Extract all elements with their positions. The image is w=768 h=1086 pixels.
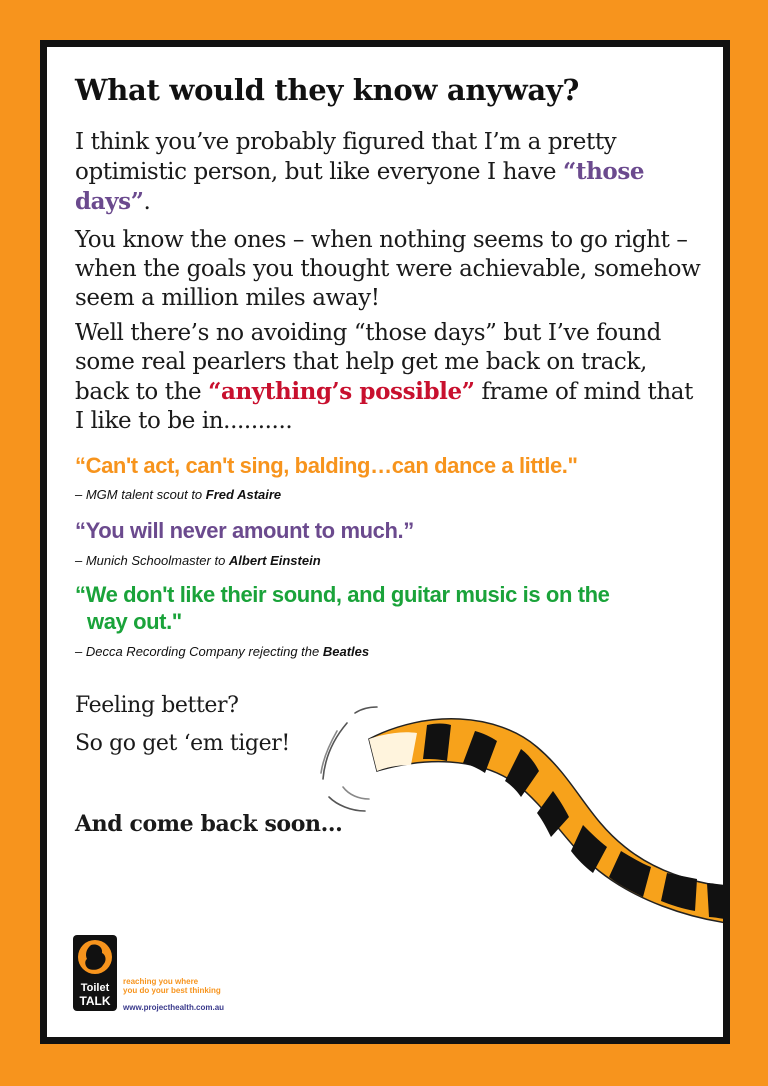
logo-word-talk: TALK: [79, 994, 111, 1008]
attribution-einstein: [75, 553, 321, 568]
attribution-prefix: – Decca Recording Company rejecting the: [75, 644, 323, 659]
attribution-prefix: – MGM talent scout to: [75, 487, 206, 502]
intro-text: I think you’ve probably figured that I’m a pretty optimistic person, but like everyone I have: [75, 129, 617, 185]
tagline-line: reaching you where: [123, 977, 199, 986]
second-paragraph: You know the ones – when nothing seems to go right – when the goals you thought were achievable, somehow seem a million miles away!: [75, 227, 701, 311]
attribution-astaire: [75, 487, 281, 502]
quote-astaire: “Can't act, can't sing, balding…can dance a little.": [75, 453, 578, 478]
third-paragraph: [75, 319, 705, 436]
anything-possible-highlight: “anything’s possible”: [208, 378, 475, 405]
website-url: www.projecthealth.com.au: [123, 1003, 225, 1012]
page-title: What would they know anyway?: [75, 73, 580, 107]
feeling-better-text: Feeling better?: [75, 693, 239, 718]
attribution-name: Albert Einstein: [228, 553, 321, 568]
logo-word-toilet: Toilet: [80, 982, 110, 994]
intro-text-end: .: [143, 189, 151, 215]
third-text-end: frame of mind that I like to be in..........: [75, 379, 693, 434]
attribution-name: Beatles: [322, 644, 370, 659]
quote-beatles: [75, 581, 695, 635]
logo-tagline: [123, 977, 221, 995]
attribution-name: Fred Astaire: [205, 487, 282, 502]
come-back-text: And come back soon...: [75, 811, 343, 837]
quote-einstein: “You will never amount to much.”: [75, 518, 414, 543]
quote-line: way out.": [87, 609, 182, 634]
attribution-prefix: – Munich Schoolmaster to: [75, 553, 229, 568]
thinker-icon: [73, 935, 117, 1011]
those-days-highlight: “those days”: [75, 158, 645, 215]
poster-page: [47, 47, 723, 1037]
third-text: Well there’s no avoiding “those days” but I’ve found some real pearlers that help get me back on track, back to the: [75, 320, 661, 405]
attribution-beatles: [75, 644, 369, 659]
intro-paragraph: [75, 128, 705, 217]
tiger-tail-illustration: [307, 687, 723, 927]
quote-line: “We don't like their sound, and guitar music is on the: [75, 582, 610, 607]
tagline-line: you do your best thinking: [123, 986, 221, 995]
go-get-em-text: So go get ‘em tiger!: [75, 731, 290, 756]
